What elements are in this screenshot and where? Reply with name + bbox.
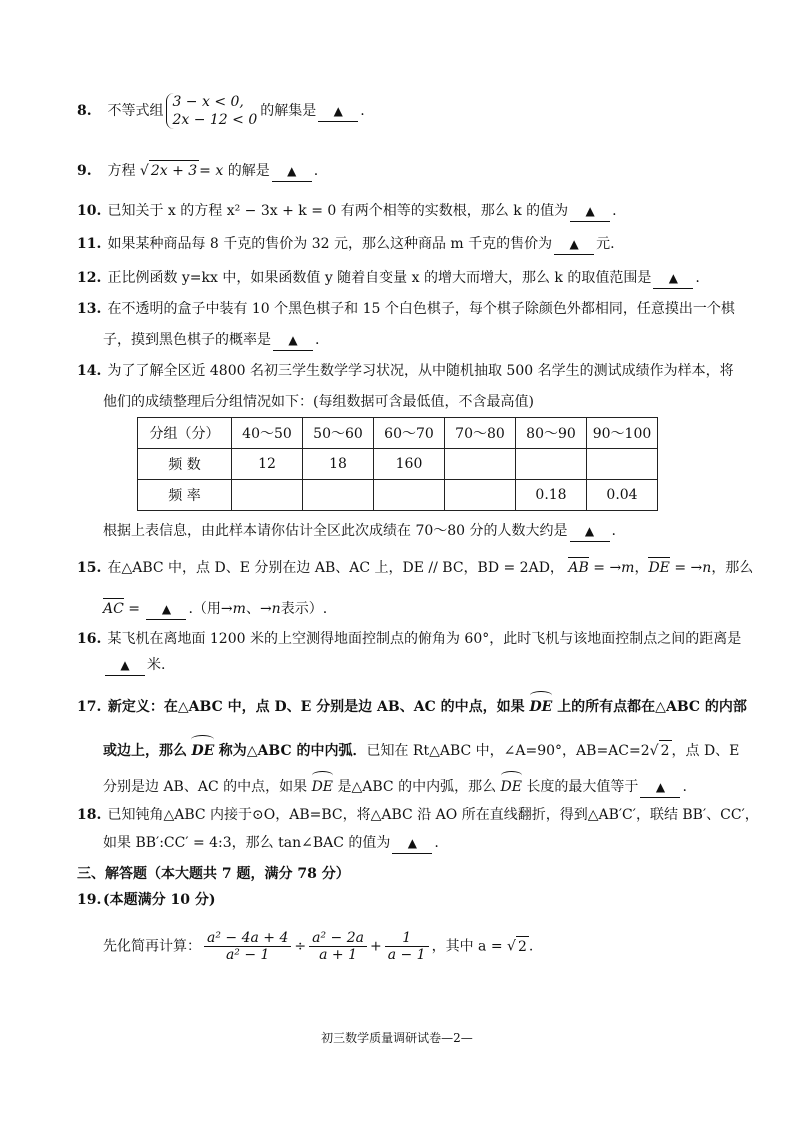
q-number: 9. — [77, 163, 92, 179]
question-8: 8. 不等式组 3 − x < 0, 2x − 12 < 0 的解集是 ▲ . — [77, 94, 365, 128]
answer-blank[interactable]: ▲ — [146, 599, 186, 620]
table-cell: 0.18 — [516, 480, 587, 511]
q-number: 8. — [77, 103, 92, 119]
q-text: 已知钝角△ABC 内接于⊙O，AB=BC，将△ABC 沿 AO 所在直线翻折，得到△AB′C′，联结 BB′、CC′， — [107, 807, 759, 823]
fraction: $\frac{1}{a - 1}$ — [385, 930, 429, 963]
question-16 — [77, 629, 742, 649]
q-number: 12. — [77, 270, 102, 286]
table-cell — [445, 480, 516, 511]
answer-blank[interactable]: ▲ — [653, 268, 693, 289]
table-cell: 分组（分） — [138, 418, 232, 449]
q-number: 10. — [77, 203, 102, 219]
inequality-system: 3 − x < 0, 2x − 12 < 0 — [166, 93, 257, 129]
q-text: = x — [199, 163, 224, 179]
question-10: 10. 已知关于 x 的方程 x² − 3x + k = 0 有两个相等的实数根，那么 k 的值为 ▲ . — [77, 201, 734, 222]
table-row — [138, 449, 658, 480]
question-17-cont2: 分别是边 AB、AC 的中点，如果 DE 是△ABC 的中内弧，那么 DE 长度的最大值等于 ▲ . — [103, 777, 687, 798]
table-cell: 50～60 — [303, 418, 374, 449]
table-cell — [374, 480, 445, 511]
q-number: 18. — [77, 807, 102, 823]
q-text: 根据上表信息，由此样本请你估计全区此次成绩在 70～80 分的人数大约是 — [103, 523, 568, 539]
table-cell: 160 — [374, 449, 445, 480]
question-15: 15. 在△ABC 中，点 D、E 分别在边 AB、AC 上，DE // BC，BD = 2AD， AB = →m，DE = →n，那么 — [77, 560, 754, 576]
table-cell: 40～50 — [232, 418, 303, 449]
section-title: 三、解答题（本大题共 7 题，满分 78 分） — [77, 866, 350, 882]
answer-blank[interactable]: ▲ — [272, 161, 312, 182]
q-text: 为了了解全区近 4800 名初三学生数学学习状况，从中随机抽取 500 名学生的测试成绩作为样本，将 — [107, 363, 734, 379]
page-footer: 初三数学质量调研试卷—2— — [321, 1031, 473, 1045]
table-cell — [303, 480, 374, 511]
table-cell — [587, 449, 658, 480]
arc-de: DE — [311, 779, 334, 795]
answer-blank[interactable]: ▲ — [392, 833, 432, 854]
answer-blank[interactable]: ▲ — [273, 330, 313, 351]
q-text: 方程 — [107, 163, 136, 179]
q-number: 11. — [77, 236, 102, 252]
question-13-cont: 子，摸到黑色棋子的概率是 ▲ . — [103, 330, 319, 351]
q-text: ，其中 a = — [431, 938, 503, 955]
question-17-cont1: 或边上，那么 DE 称为△ABC 的中内弧．已知在 Rt△ABC 中，∠A=90°，AB=AC=2√ 2 ，点 D、E — [103, 740, 739, 761]
q-text: 如果 BB′:CC′ = 4:3，那么 tan∠BAC 的值为 — [103, 835, 391, 851]
question-18-cont: 如果 BB′:CC′ = 4:3，那么 tan∠BAC 的值为 ▲ . — [103, 833, 439, 854]
radicand: 2x + 3 — [149, 160, 199, 181]
table-cell — [445, 449, 516, 480]
q-text: 新定义：在△ABC 中，点 D、E 分别是边 AB、AC 的中点，如果 — [107, 699, 525, 715]
answer-blank[interactable]: ▲ — [318, 101, 358, 122]
table-cell — [232, 480, 303, 511]
table-cell: 70～80 — [445, 418, 516, 449]
q-text: 如果某种商品每 8 千克的售价为 32 元，那么这种商品 m 千克的售价为 — [107, 236, 553, 252]
q-text: 在△ABC 中，点 D、E 分别在边 AB、AC 上，DE // BC，BD = 2AD， — [107, 560, 564, 576]
q-text: 不等式组 — [107, 103, 164, 119]
q-text: ，那么 — [711, 560, 754, 576]
question-14-cont — [103, 392, 534, 412]
vector-ac: AC — [103, 601, 124, 617]
question-16-cont: ▲ 米. — [103, 655, 165, 676]
q-text: 子，摸到黑色棋子的概率是 — [103, 332, 271, 348]
q-text: 的解集是 — [260, 103, 317, 119]
arc-de: DE — [191, 743, 215, 759]
q-number: 19. — [77, 892, 102, 908]
question-17 — [77, 697, 747, 717]
table-cell: 0.04 — [587, 480, 658, 511]
radicand: 2 — [516, 936, 529, 957]
answer-blank[interactable]: ▲ — [570, 521, 610, 542]
q-number: 15. — [77, 560, 102, 576]
question-18 — [77, 805, 759, 825]
vector-ab: AB — [568, 560, 589, 576]
answer-blank[interactable]: ▲ — [570, 201, 610, 222]
answer-blank[interactable]: ▲ — [105, 655, 145, 676]
question-14-after: 根据上表信息，由此样本请你估计全区此次成绩在 70～80 分的人数大约是 ▲ . — [103, 521, 616, 542]
question-13 — [77, 299, 734, 319]
q-text: 已知关于 x 的方程 x² − 3x + k = 0 有两个相等的实数根，那么 k 的值为 — [107, 203, 569, 219]
table-cell: 频 率 — [138, 480, 232, 511]
q-number: 14. — [77, 363, 102, 379]
question-9: 9. 方程 √ 2x + 3 = x 的解是 ▲ . — [77, 160, 734, 182]
q-text: ，点 D、E — [671, 743, 740, 759]
fraction: $\frac{\text{a² − 2a}}{a + 1}$ — [309, 930, 367, 963]
table-cell: 60～70 — [374, 418, 445, 449]
table-row — [138, 480, 658, 511]
table-cell — [516, 449, 587, 480]
q-text: 某飞机在离地面 1200 米的上空测得地面控制点的俯角为 60°，此时飞机与该地面控制点之间的距离是 — [107, 631, 742, 647]
question-12: 12. 正比例函数 y=kx 中，如果函数值 y 随着自变量 x 的增大而增大，那么 k 的取值范围是 ▲ . — [77, 268, 734, 289]
q-text: 是△ABC 的中内弧，那么 — [337, 779, 497, 795]
q-text: 长度的最大值等于 — [526, 779, 639, 795]
q-text: 在不透明的盒子中装有 10 个黑色棋子和 15 个白色棋子，每个棋子除颜色外都相同，任意摸出一个棋 — [107, 301, 735, 317]
question-14 — [77, 361, 734, 381]
table-cell: 频 数 — [138, 449, 232, 480]
question-11: 11. 如果某种商品每 8 千克的售价为 32 元，那么这种商品 m 千克的售价为 ▲ 元. — [77, 234, 734, 255]
q-text: 他们的成绩整理后分组情况如下：(每组数据可含最低值，不含最高值) — [103, 394, 534, 410]
q-title: (本题满分 10 分) — [103, 892, 216, 908]
table-cell: 80～90 — [516, 418, 587, 449]
q-text: 正比例函数 y=kx 中，如果函数值 y 随着自变量 x 的增大而增大，那么 k 的取值范围是 — [107, 270, 652, 286]
answer-blank[interactable]: ▲ — [640, 777, 680, 798]
vector-n: →n — [690, 560, 712, 576]
q-text: 的解是 — [227, 163, 270, 179]
fraction: $\frac{\text{a² − 4a + 4}}{\text{a² − 1}}$ — [204, 930, 291, 963]
q-text: 已知在 Rt△ABC 中，∠A=90°，AB=AC=2 — [366, 743, 650, 759]
radicand: 2 — [659, 740, 672, 761]
vector-m: →m — [609, 560, 635, 576]
question-19 — [77, 890, 734, 910]
question-19-expr: 先化简再计算： $\frac{\text{a² − 4a + 4}}{\text{a² − 1}}$ ÷ $\frac{\text{a² − 2a}}{a + 1}$ + $\frac{1}{a - 1}$ ，其中 a = √ 2 . — [103, 930, 534, 963]
table-cell: 18 — [303, 449, 374, 480]
arc-de: DE — [500, 779, 522, 795]
q-text: 或边上，那么 — [103, 743, 187, 759]
arc-de: DE — [529, 699, 553, 715]
q-number: 16. — [77, 631, 102, 647]
table-row — [138, 418, 658, 449]
vector-de: DE — [648, 560, 670, 576]
question-15-cont: AC = ▲ .（用→m、→n表示）. — [103, 599, 327, 620]
q-text: 称为△ABC 的中内弧． — [218, 743, 367, 759]
frequency-table — [137, 417, 658, 511]
table-cell: 12 — [232, 449, 303, 480]
q-number: 17. — [77, 699, 102, 715]
answer-blank[interactable]: ▲ — [554, 234, 594, 255]
q-number: 13. — [77, 301, 102, 317]
q-text: 分别是边 AB、AC 的中点，如果 — [103, 779, 308, 795]
q-text: 先化简再计算： — [103, 938, 201, 955]
q-text: .（用 — [188, 601, 221, 617]
table-cell: 90～100 — [587, 418, 658, 449]
q-text: 上的所有点都在△ABC 的内部 — [557, 699, 747, 715]
